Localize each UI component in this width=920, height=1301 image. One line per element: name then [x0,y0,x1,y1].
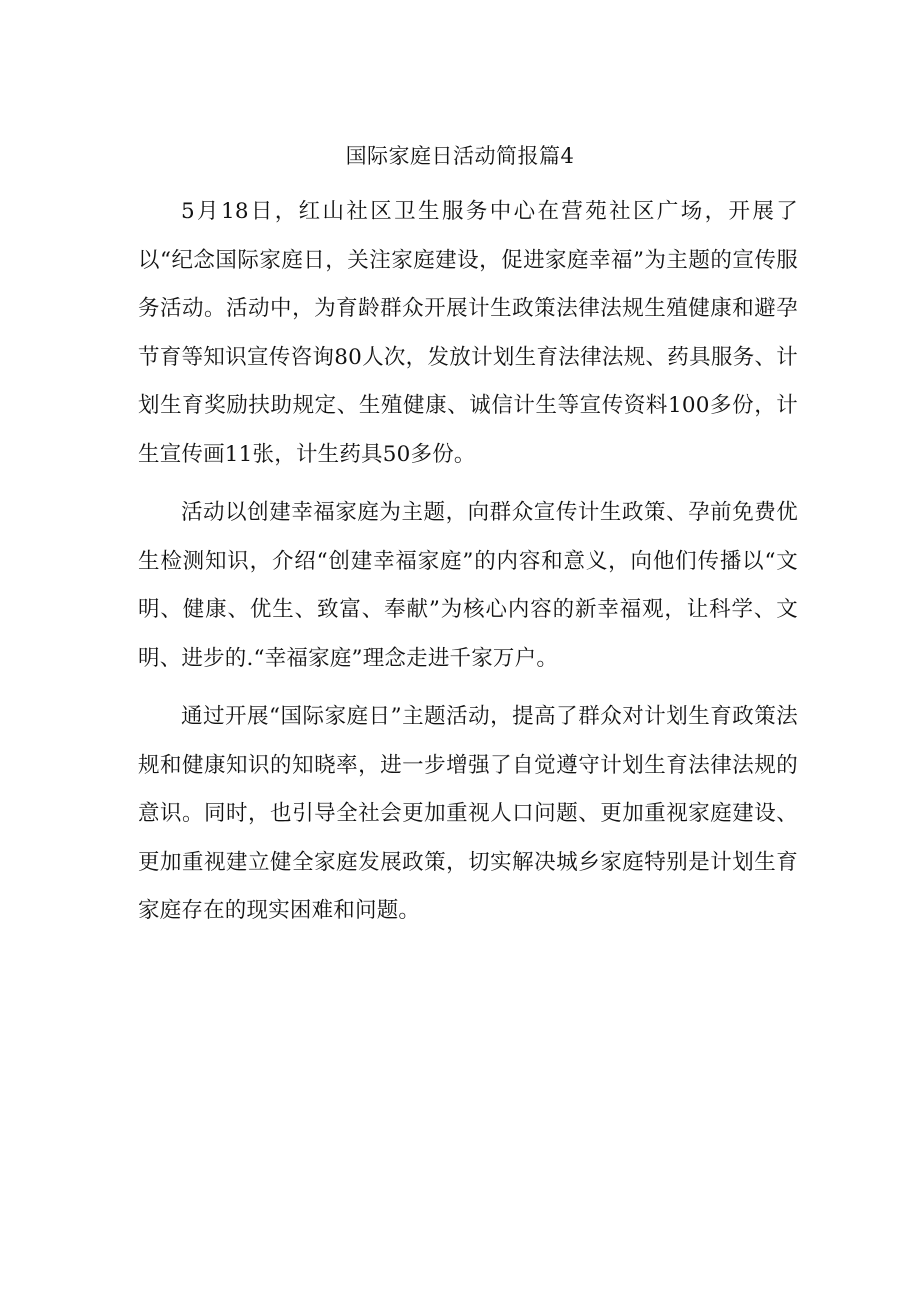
document-title: 国际家庭日活动简报篇4 [345,144,575,168]
paragraph-1: 5月18日，红山社区卫生服务中心在营苑社区广场，开展了以“纪念国际家庭日，关注家庭建设，促进家庭幸福”为主题的宣传服务活动。活动中，为育龄群众开展计生政策法律法规生殖健康和避孕节育等知识宣传咨询80人次，发放计划生育法律法规、药具服务、计划生育奖励扶助规定、生殖健康、诚信计生等宣传资料100多份，计生宣传画11张，计生药具50多份。 [138,199,798,467]
paragraph-3: 通过开展“国际家庭日”主题活动，提高了群众对计划生育政策法规和健康知识的知晓率，进一步增强了自觉遵守计划生育法律法规的意识。同时，也引导全社会更加重视人口问题、更加重视家庭建设、更加重视建立健全家庭发展政策，切实解决城乡家庭特别是计划生育家庭存在的现实困难和问题。 [138,704,798,923]
paragraph-2: 活动以创建幸福家庭为主题，向群众宣传计生政策、孕前免费优生检测知识，介绍“创建幸福家庭”的内容和意义，向他们传播以“文明、健康、优生、致富、奉献”为核心内容的新幸福观，让科学、文明、进步的.“幸福家庭”理念走进千家万户。 [138,500,798,671]
document-body [138,188,798,946]
